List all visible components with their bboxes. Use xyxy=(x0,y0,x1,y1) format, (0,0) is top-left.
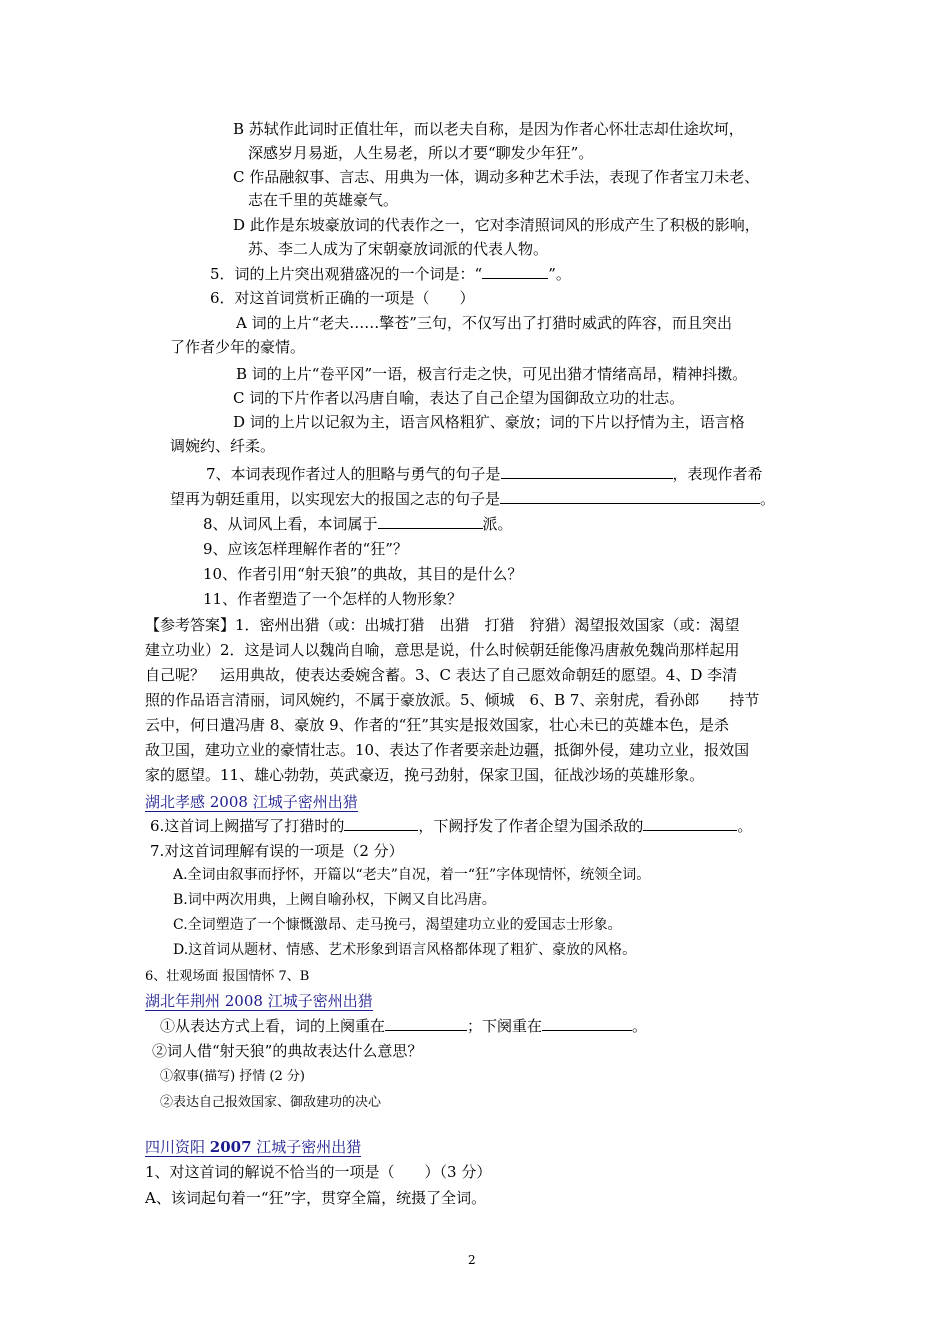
section-title-jingzhou[interactable] xyxy=(145,991,373,1011)
question-6-option-a-line1: A 词的上片“老夫……擎苍”三句，不仅写出了打猎时威武的阵容，而且突出 xyxy=(236,314,732,332)
answer-blank[interactable] xyxy=(500,489,760,504)
xiaogan-question-6-end: 。 xyxy=(737,817,753,835)
xiaogan-option-c: C.全词塑造了一个慷慨激昂、走马挽弓，渴望建功立业的爱国志士形象。 xyxy=(173,917,622,933)
title-year: 2007 xyxy=(209,1138,252,1156)
q4-option-c-line1: C 作品融叙事、言志、用典为一体，调动多种艺术手法，表现了作者宝刀未老、 xyxy=(233,168,760,186)
question-6-option-d-line2: 调婉约、纤柔。 xyxy=(170,437,276,455)
answer-blank[interactable] xyxy=(542,1016,632,1031)
question-6-option-b: B 词的上片“卷平冈”一语，极言行走之快，可见出猎才情绪高昂，精神抖擞。 xyxy=(236,365,748,383)
question-6-stem: 6．对这首词赏析正确的一项是（ ） xyxy=(210,289,475,307)
answer-line: 自己呢？ 运用典故，使表达委婉含蓄。3、C 表达了自己愿效命朝廷的愿望。4、D 李清 xyxy=(145,666,738,684)
answer-blank[interactable] xyxy=(385,1016,467,1031)
question-5-end: ”。 xyxy=(548,265,571,283)
answer-line: 敌卫国，建功立业的豪情壮志。10、表达了作者要亲赴边疆，抵御外侵，建功立业，报效国 xyxy=(145,741,750,759)
ziyang-question-1: 1、对这首词的解说不恰当的一项是（ ）（3 分） xyxy=(145,1163,492,1181)
q4-option-c-line2: 志在千里的英雄豪气。 xyxy=(248,191,399,209)
q4-option-b-line2: 深感岁月易逝，人生易老，所以才要“聊发少年狂”。 xyxy=(248,144,594,162)
jingzhou-answer-2: ②表达自己报效国家、御敌建功的决心 xyxy=(160,1095,382,1110)
xiaogan-answer: 6、壮观场面 报国情怀 7、B xyxy=(145,969,310,984)
title-subject: 江城子密州出猎 xyxy=(251,1138,362,1156)
question-6-option-c: C 词的下片作者以冯唐自喻，表达了自己企望为国御敌立功的壮志。 xyxy=(233,389,685,407)
answer-line: 家的愿望。11、雄心勃勃，英武豪迈，挽弓劲射，保家卫国，征战沙场的英雄形象。 xyxy=(145,766,705,784)
page-number: 2 xyxy=(468,1253,476,1267)
answer-blank[interactable] xyxy=(378,514,483,529)
question-8-end: 派。 xyxy=(482,515,513,533)
q4-option-d-line1: D 此作是东坡豪放词的代表作之一，它对李清照词风的形成产生了积极的影响， xyxy=(233,216,760,234)
jingzhou-question-1-text: ①从表达方式上看，词的上阕重在 xyxy=(160,1017,386,1035)
jingzhou-answer-1: ①叙事(描写) 抒情 (2 分) xyxy=(160,1069,305,1084)
question-11: 11、作者塑造了一个怎样的人物形象？ xyxy=(203,590,463,608)
section-title-text[interactable]: 湖北年荆州 2008 江城子密州出猎 xyxy=(145,992,373,1010)
jingzhou-question-2: ②词人借“射天狼”的典故表达什么意思？ xyxy=(152,1042,423,1060)
q4-option-d-line2: 苏、李二人成为了宋朝豪放词派的代表人物。 xyxy=(248,240,549,258)
jingzhou-question-1-end: 。 xyxy=(632,1017,648,1035)
question-7-end: 。 xyxy=(760,490,776,508)
question-5-text: 5．词的上片突出观猎盛况的一个词是：“ xyxy=(210,265,483,283)
xiaogan-option-b: B.词中两次用典，上阙自喻孙权，下阙又自比冯唐。 xyxy=(173,892,496,908)
question-9: 9、应该怎样理解作者的“狂”？ xyxy=(203,540,408,558)
xiaogan-option-d: D.这首词从题材、情感、艺术形象到语言风格都体现了粗犷、豪放的风格。 xyxy=(173,942,637,958)
answer-blank[interactable] xyxy=(501,464,673,479)
question-7-line1 xyxy=(206,464,763,484)
question-7-line2 xyxy=(170,489,775,509)
answer-line: 照的作品语言清丽，词风婉约，不属于豪放派。5、倾城 6、B 7、亲射虎，看孙郎 持节 xyxy=(145,691,760,709)
question-6-option-a-line2: 了作者少年的豪情。 xyxy=(170,338,306,356)
answer-line: 建立功业）2．这是词人以魏尚自喻，意思是说，什么时候朝廷能像冯唐赦免魏尚那样起用 xyxy=(145,641,740,659)
title-region: 四川资阳 xyxy=(145,1138,210,1156)
answer-blank[interactable] xyxy=(482,264,548,279)
section-title-text[interactable] xyxy=(145,1138,361,1157)
answer-line: 【参考答案】1．密州出猎（或：出城打猎 出猎 打猎 狩猎）渴望报效国家（或：渴望 xyxy=(145,616,740,634)
answer-blank[interactable] xyxy=(344,816,418,831)
xiaogan-question-7-stem: 7.对这首词理解有误的一项是（2 分） xyxy=(150,842,404,860)
section-title-ziyang[interactable] xyxy=(145,1137,361,1157)
xiaogan-question-6 xyxy=(150,816,752,836)
ziyang-option-a: A、该词起句着一“狂”字，贯穿全篇，统摄了全词。 xyxy=(145,1189,487,1207)
jingzhou-question-1-text: ；下阕重在 xyxy=(467,1017,543,1035)
question-8 xyxy=(203,514,513,534)
question-10: 10、作者引用“射天狼”的典故，其目的是什么？ xyxy=(203,565,523,583)
answer-line: 云中，何日遣冯唐 8、豪放 9、作者的“狂”其实是报效国家，壮心未已的英雄本色，是杀 xyxy=(145,716,729,734)
jingzhou-question-1 xyxy=(160,1016,647,1036)
section-title-xiaogan[interactable] xyxy=(145,792,358,812)
question-6-option-d-line1: D 词的上片以记叙为主，语言风格粗犷、豪放；词的下片以抒情为主，语言格 xyxy=(233,413,745,431)
question-7-text: 望再为朝廷重用，以实现宏大的报国之志的句子是 xyxy=(170,490,501,508)
q4-option-b-line1: B 苏轼作此词时正值壮年，而以老夫自称，是因为作者心怀壮志却仕途坎坷， xyxy=(233,120,744,138)
section-title-text[interactable]: 湖北孝感 2008 江城子密州出猎 xyxy=(145,793,358,811)
question-7-text: ，表现作者希 xyxy=(672,465,763,483)
question-5 xyxy=(210,264,571,284)
question-8-text: 8、从词风上看，本词属于 xyxy=(203,515,378,533)
xiaogan-question-6-text: 6.这首词上阙描写了打猎时的 xyxy=(150,817,345,835)
xiaogan-question-6-text: ，下阙抒发了作者企望为国杀敌的 xyxy=(418,817,644,835)
question-7-text: 7、本词表现作者过人的胆略与勇气的句子是 xyxy=(206,465,501,483)
answer-blank[interactable] xyxy=(643,816,737,831)
xiaogan-option-a: A.全词由叙事而抒怀，开篇以“老夫”自况，着一“狂”字体现情怀，统领全词。 xyxy=(173,867,651,883)
